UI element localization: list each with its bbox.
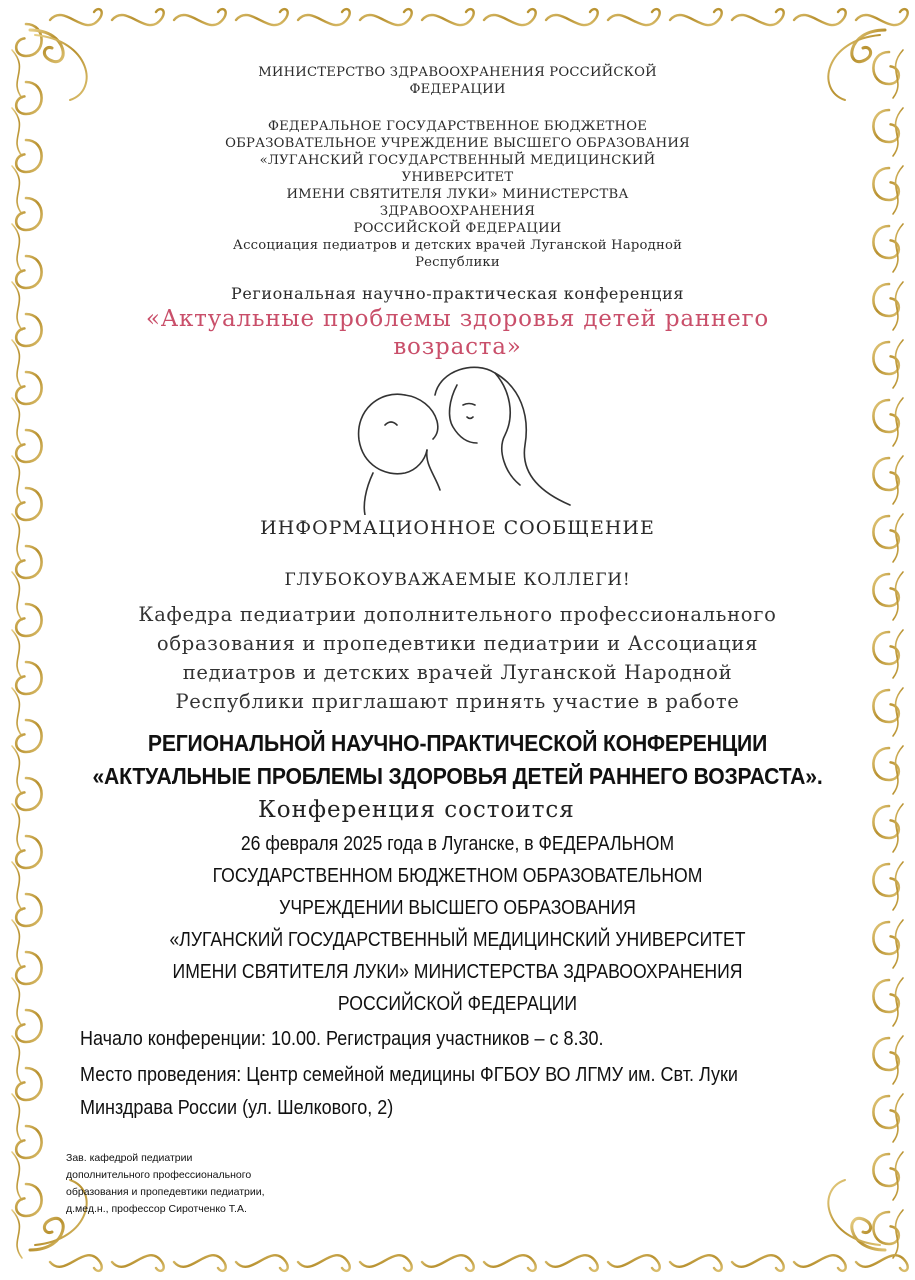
frame-ornament bbox=[16, 372, 41, 404]
venue-block bbox=[55, 828, 860, 1020]
frame-ornament bbox=[16, 720, 41, 752]
org-line: «ЛУГАНСКИЙ ГОСУДАРСТВЕННЫЙ МЕДИЦИНСКИЙ bbox=[259, 153, 656, 168]
conference-title-line-2: возраста» bbox=[393, 334, 522, 360]
frame-ornament bbox=[608, 1255, 660, 1271]
frame-ornament bbox=[12, 746, 22, 794]
frame-ornament bbox=[112, 9, 164, 25]
frame-ornament bbox=[174, 1255, 226, 1271]
ministry-line-1: МИНИСТЕРСТВО ЗДРАВООХРАНЕНИЯ РОССИЙСКОЙ bbox=[258, 65, 657, 80]
invitation-line: образования и пропедевтики педиатрии и Ассоциация bbox=[156, 632, 759, 655]
frame-ornament bbox=[16, 1126, 41, 1158]
will-take-place: Конференция состоится bbox=[258, 797, 575, 823]
frame-ornament bbox=[16, 1184, 41, 1216]
frame-ornament bbox=[732, 9, 784, 25]
frame-ornament bbox=[16, 1068, 41, 1100]
venue-line: ИМЕНИ СВЯТИТЕЛЯ ЛУКИ» МИНИСТЕРСТВА ЗДРАВООХРАНЕНИЯ bbox=[172, 961, 743, 983]
frame-ornament bbox=[360, 9, 412, 25]
signature-line: Зав. кафедрой педиатрии bbox=[66, 1152, 193, 1164]
signature-line: дополнительного профессионального bbox=[66, 1169, 252, 1181]
frame-ornament bbox=[856, 9, 908, 25]
frame-ornament bbox=[12, 1094, 22, 1142]
frame-ornament bbox=[12, 804, 22, 852]
frame-ornament bbox=[50, 9, 102, 25]
conference-caps-line-1: РЕГИОНАЛЬНОЙ НАУЧНО-ПРАКТИЧЕСКОЙ КОНФЕРЕНЦИИ bbox=[147, 730, 768, 756]
frame-ornament bbox=[12, 1210, 22, 1258]
org-line: ФЕДЕРАЛЬНОЕ ГОСУДАРСТВЕННОЕ БЮДЖЕТНОЕ bbox=[267, 119, 648, 134]
ministry-header bbox=[0, 64, 915, 98]
venue-line: РОССИЙСКОЙ ФЕДЕРАЦИИ bbox=[337, 993, 578, 1015]
frame-ornament bbox=[484, 1255, 536, 1271]
frame-ornament bbox=[360, 1255, 412, 1271]
frame-ornament bbox=[12, 456, 22, 504]
org-line: ИМЕНИ СВЯТИТЕЛЯ ЛУКИ» МИНИСТЕРСТВА bbox=[286, 187, 629, 202]
frame-ornament bbox=[12, 398, 22, 446]
frame-ornament bbox=[16, 1010, 41, 1042]
frame-ornament bbox=[546, 9, 598, 25]
frame-ornament bbox=[422, 9, 474, 25]
conference-title bbox=[0, 305, 915, 361]
frame-ornament bbox=[12, 978, 22, 1026]
frame-ornament bbox=[16, 488, 41, 520]
frame-ornament bbox=[16, 952, 41, 984]
venue-line: 26 февраля 2025 года в Луганске, в ФЕДЕРАЛЬНОМ bbox=[240, 833, 675, 855]
frame-ornament bbox=[112, 1255, 164, 1271]
invitation-line: педиатров и детских врачей Луганской Народной bbox=[182, 661, 733, 684]
start-time-line: Начало конференции: 10.00. Регистрация участников – с 8.30. bbox=[80, 1028, 604, 1050]
mother-and-child-icon bbox=[345, 355, 585, 515]
conference-caps-title bbox=[46, 727, 870, 793]
venue-line: УЧРЕЖДЕНИИ ВЫСШЕГО ОБРАЗОВАНИЯ bbox=[279, 897, 636, 919]
frame-ornament bbox=[298, 1255, 350, 1271]
info-heading: ИНФОРМАЦИОННОЕ СООБЩЕНИЕ bbox=[260, 517, 655, 539]
conference-title-line-1: «Актуальные проблемы здоровья детей раннего bbox=[145, 306, 770, 332]
org-line: УНИВЕРСИТЕТ bbox=[401, 170, 514, 185]
venue-line: «ЛУГАНСКИЙ ГОСУДАРСТВЕННЫЙ МЕДИЦИНСКИЙ УНИВЕРСИТЕТ bbox=[169, 929, 746, 951]
organization-block bbox=[0, 118, 915, 271]
frame-ornament bbox=[794, 9, 846, 25]
org-line: ЗДРАВООХРАНЕНИЯ bbox=[379, 204, 536, 219]
frame-ornament bbox=[12, 920, 22, 968]
org-line: РОССИЙСКОЙ ФЕДЕРАЦИИ bbox=[353, 221, 562, 236]
frame-ornament bbox=[298, 9, 350, 25]
frame-ornament bbox=[12, 1036, 22, 1084]
frame-ornament bbox=[236, 9, 288, 25]
signature-block bbox=[66, 1150, 265, 1218]
frame-ornament bbox=[670, 9, 722, 25]
frame-ornament bbox=[16, 836, 41, 868]
org-line: Республики bbox=[415, 255, 500, 270]
frame-ornament bbox=[50, 1255, 102, 1271]
org-line: ОБРАЗОВАТЕЛЬНОЕ УЧРЕЖДЕНИЕ ВЫСШЕГО ОБРАЗОВАНИЯ bbox=[225, 136, 690, 151]
frame-ornament bbox=[12, 862, 22, 910]
venue-line: ГОСУДАРСТВЕННОМ БЮДЖЕТНОМ ОБРАЗОВАТЕЛЬНОМ bbox=[212, 865, 703, 887]
frame-ornament bbox=[856, 1255, 908, 1271]
frame-ornament bbox=[174, 9, 226, 25]
frame-ornament bbox=[608, 9, 660, 25]
signature-line: образования и пропедевтики педиатрии, bbox=[66, 1186, 265, 1198]
invitation-line: Республики приглашают принять участие в работе bbox=[175, 690, 740, 713]
conference-type: Региональная научно-практическая конференция bbox=[230, 284, 685, 303]
place-line-2: Минздрава России (ул. Шелкового, 2) bbox=[80, 1097, 394, 1119]
place-line-1: Место проведения: Центр семейной медицины ФГБОУ ВО ЛГМУ им. Свт. Луки bbox=[80, 1064, 738, 1086]
frame-ornament bbox=[16, 430, 41, 462]
signature-line: д.мед.н., профессор Сиротченко Т.А. bbox=[66, 1203, 247, 1215]
frame-ornament bbox=[236, 1255, 288, 1271]
frame-ornament bbox=[670, 1255, 722, 1271]
frame-ornament bbox=[12, 1152, 22, 1200]
org-line: Ассоциация педиатров и детских врачей Луганской Народной bbox=[232, 238, 683, 253]
frame-ornament bbox=[484, 9, 536, 25]
frame-ornament bbox=[422, 1255, 474, 1271]
invitation-paragraph bbox=[0, 600, 915, 716]
frame-ornament bbox=[16, 894, 41, 926]
conference-caps-line-2: «АКТУАЛЬНЫЕ ПРОБЛЕМЫ ЗДОРОВЬЯ ДЕТЕЙ РАННЕГО ВОЗРАСТА». bbox=[92, 763, 823, 789]
invitation-line: Кафедра педиатрии дополнительного профессионального bbox=[138, 603, 777, 626]
greeting: ГЛУБОКОУВАЖАЕМЫЕ КОЛЛЕГИ! bbox=[284, 570, 631, 590]
frame-ornament bbox=[794, 1255, 846, 1271]
frame-ornament bbox=[16, 778, 41, 810]
ministry-line-2: ФЕДЕРАЦИИ bbox=[409, 82, 506, 97]
frame-ornament bbox=[16, 24, 41, 56]
frame-ornament bbox=[546, 1255, 598, 1271]
frame-ornament bbox=[732, 1255, 784, 1271]
